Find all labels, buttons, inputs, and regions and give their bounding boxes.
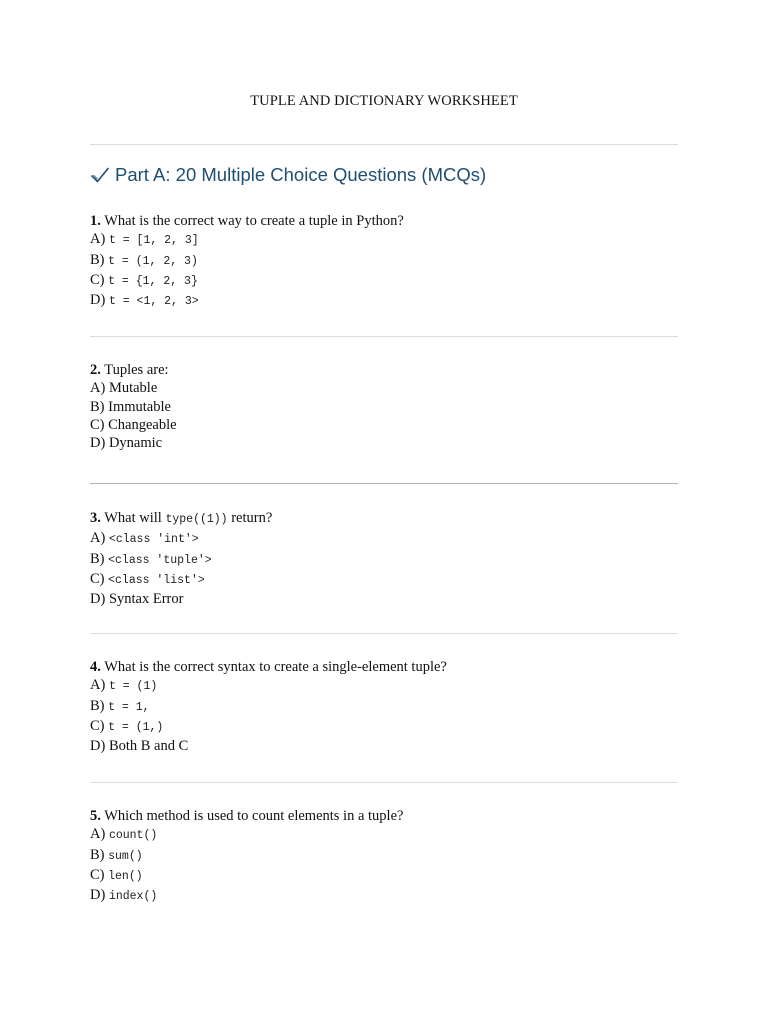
question-code: type((1)) <box>165 513 228 526</box>
question-5 <box>90 807 403 906</box>
section-heading <box>90 164 486 186</box>
option-letter: B) <box>90 697 105 714</box>
option-a <box>90 379 177 397</box>
question-number: 4. <box>90 659 101 675</box>
option-b <box>90 846 403 866</box>
option-letter: B) <box>90 846 105 863</box>
section-heading-text: Part A: 20 Multiple Choice Questions (MCQs) <box>115 164 487 185</box>
option-letter: C) <box>90 271 105 288</box>
option-code: t = (1,) <box>108 720 164 734</box>
option-code: sum() <box>108 849 143 863</box>
option-text: Both B and C <box>108 738 189 755</box>
question-number: 5. <box>90 808 101 824</box>
option-c <box>90 271 404 291</box>
option-letter: A) <box>90 380 106 397</box>
option-letter: B) <box>90 251 105 268</box>
option-letter: C) <box>90 717 105 734</box>
question-2 <box>90 361 177 452</box>
option-letter: D) <box>90 591 106 608</box>
option-letter: C) <box>90 866 105 883</box>
option-letter: A) <box>90 231 106 248</box>
option-b <box>90 697 447 717</box>
question-text: What will <box>104 510 162 526</box>
option-text: Immutable <box>108 398 171 415</box>
option-d <box>90 590 272 608</box>
option-code: <class 'list'> <box>108 573 205 587</box>
option-c <box>90 570 272 590</box>
option-text: Syntax Error <box>108 591 184 608</box>
question-text: Which method is used to count elements in a tuple? <box>104 808 404 824</box>
option-code: t = {1, 2, 3} <box>108 274 198 288</box>
option-text: Changeable <box>108 416 177 433</box>
question-1 <box>90 212 404 311</box>
option-d <box>90 737 447 755</box>
divider <box>90 144 678 145</box>
option-letter: D) <box>90 435 106 452</box>
option-letter: A) <box>90 530 106 547</box>
option-letter: A) <box>90 677 106 694</box>
option-letter: A) <box>90 826 106 843</box>
option-code: t = [1, 2, 3] <box>108 234 199 248</box>
option-c <box>90 866 403 886</box>
option-a <box>90 825 403 845</box>
option-code: t = <1, 2, 3> <box>108 295 199 309</box>
option-d <box>90 291 404 311</box>
option-letter: B) <box>90 550 105 567</box>
option-a <box>90 529 272 549</box>
option-a <box>90 676 447 696</box>
divider <box>90 336 678 337</box>
option-b <box>90 398 177 416</box>
option-code: <class 'int'> <box>108 533 199 547</box>
option-letter: D) <box>90 887 106 904</box>
check-icon <box>90 165 110 185</box>
option-letter: D) <box>90 292 106 309</box>
question-4 <box>90 658 447 755</box>
option-c <box>90 416 177 434</box>
question-number: 1. <box>90 213 101 229</box>
option-letter: B) <box>90 398 105 415</box>
option-text: Mutable <box>108 380 158 397</box>
question-3 <box>90 509 272 608</box>
option-letter: D) <box>90 738 106 755</box>
worksheet-title: TUPLE AND DICTIONARY WORKSHEET <box>250 93 518 109</box>
question-text: What is the correct way to create a tuple in Python? <box>104 213 404 229</box>
option-code: t = (1, 2, 3) <box>108 254 198 268</box>
option-code: index() <box>108 890 158 904</box>
option-code: t = (1) <box>108 680 158 694</box>
option-code: count() <box>108 829 158 843</box>
divider <box>90 633 678 634</box>
option-text: Dynamic <box>108 435 163 452</box>
option-b <box>90 550 272 570</box>
divider <box>90 782 678 783</box>
option-a <box>90 230 404 250</box>
option-b <box>90 251 404 271</box>
question-number: 3. <box>90 510 101 526</box>
option-code: len() <box>108 869 143 883</box>
question-text: Tuples are: <box>104 362 169 378</box>
option-code: t = 1, <box>108 700 150 714</box>
question-text-end: return? <box>231 510 273 526</box>
question-text: What is the correct syntax to create a single-element tuple? <box>104 659 447 675</box>
option-d <box>90 434 177 452</box>
option-c <box>90 717 447 737</box>
divider <box>90 483 678 484</box>
option-letter: C) <box>90 416 105 433</box>
option-code: <class 'tuple'> <box>108 553 212 567</box>
option-letter: C) <box>90 570 105 587</box>
option-d <box>90 886 403 906</box>
question-number: 2. <box>90 362 101 378</box>
